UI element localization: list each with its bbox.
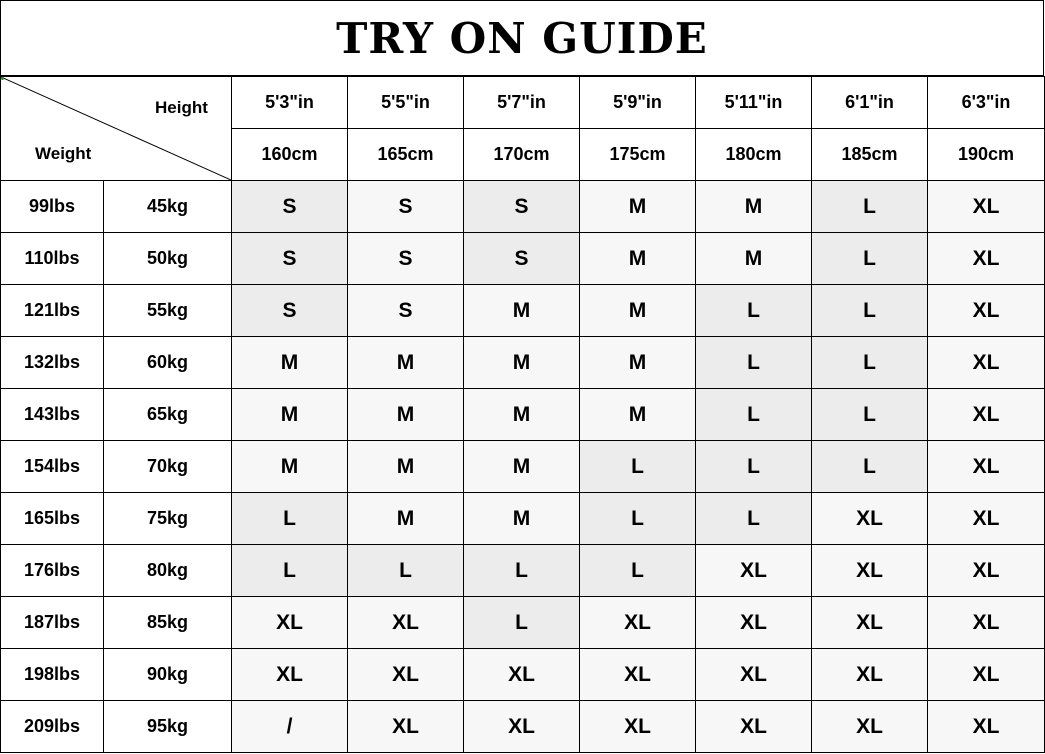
size-cell: L [812, 389, 928, 441]
size-cell: L [812, 441, 928, 493]
size-cell: M [464, 285, 580, 337]
size-cell: M [696, 233, 812, 285]
size-cell: S [464, 181, 580, 233]
weight-kg-cell: 70kg [104, 441, 232, 493]
weight-lbs-cell: 187lbs [1, 597, 104, 649]
size-cell: M [580, 233, 696, 285]
size-cell: L [812, 181, 928, 233]
size-cell: XL [928, 233, 1045, 285]
size-cell: XL [696, 597, 812, 649]
size-cell: M [232, 337, 348, 389]
table-row [1, 597, 1045, 649]
size-cell: L [696, 389, 812, 441]
table-row [1, 337, 1045, 389]
size-cell: XL [348, 597, 464, 649]
size-cell: XL [232, 649, 348, 701]
weight-kg-cell: 90kg [104, 649, 232, 701]
height-inches-header: 6'1"in [812, 77, 928, 129]
height-inches-header: 5'5"in [348, 77, 464, 129]
size-cell: M [348, 441, 464, 493]
size-cell: L [232, 493, 348, 545]
weight-kg-cell: 50kg [104, 233, 232, 285]
size-cell: XL [812, 649, 928, 701]
weight-lbs-cell: 165lbs [1, 493, 104, 545]
size-cell: L [812, 337, 928, 389]
size-cell: XL [928, 597, 1045, 649]
table-row [1, 181, 1045, 233]
header-row-inches [1, 77, 1045, 129]
table-row [1, 441, 1045, 493]
size-cell: S [232, 285, 348, 337]
size-cell: XL [696, 701, 812, 753]
size-cell: L [696, 285, 812, 337]
height-axis-label: Height [155, 98, 208, 117]
size-cell: XL [928, 337, 1045, 389]
size-cell: M [348, 337, 464, 389]
weight-kg-cell: 60kg [104, 337, 232, 389]
size-cell: M [232, 441, 348, 493]
size-cell: XL [464, 649, 580, 701]
size-cell: XL [812, 597, 928, 649]
height-cm-header: 160cm [232, 129, 348, 181]
size-cell: L [580, 493, 696, 545]
size-cell: M [696, 181, 812, 233]
size-cell: S [348, 285, 464, 337]
table-row [1, 285, 1045, 337]
size-cell: M [464, 441, 580, 493]
size-cell: XL [580, 597, 696, 649]
size-cell: M [464, 337, 580, 389]
size-cell: M [464, 493, 580, 545]
weight-lbs-cell: 198lbs [1, 649, 104, 701]
page-title: TRY ON GUIDE [336, 14, 708, 63]
size-cell: M [580, 389, 696, 441]
table-row [1, 649, 1045, 701]
size-cell: XL [580, 701, 696, 753]
corner-header [1, 77, 232, 181]
size-cell: M [348, 493, 464, 545]
size-cell: M [580, 285, 696, 337]
size-cell: XL [232, 597, 348, 649]
size-cell: XL [928, 389, 1045, 441]
size-cell: XL [348, 701, 464, 753]
size-cell: L [348, 545, 464, 597]
height-inches-header: 5'11"in [696, 77, 812, 129]
size-cell: S [348, 181, 464, 233]
weight-kg-cell: 45kg [104, 181, 232, 233]
size-cell: M [580, 337, 696, 389]
size-cell: S [232, 181, 348, 233]
height-cm-header: 185cm [812, 129, 928, 181]
size-cell: XL [812, 701, 928, 753]
height-inches-header: 5'3"in [232, 77, 348, 129]
size-cell: XL [928, 701, 1045, 753]
height-inches-header: 6'3"in [928, 77, 1045, 129]
size-cell: L [696, 441, 812, 493]
size-cell: L [696, 337, 812, 389]
weight-kg-cell: 85kg [104, 597, 232, 649]
size-guide-table [0, 76, 1045, 753]
table-row [1, 233, 1045, 285]
size-cell: XL [928, 649, 1045, 701]
weight-kg-cell: 65kg [104, 389, 232, 441]
weight-lbs-cell: 110lbs [1, 233, 104, 285]
height-cm-header: 170cm [464, 129, 580, 181]
size-cell: L [464, 597, 580, 649]
size-guide-body [1, 77, 1045, 753]
size-cell: L [580, 545, 696, 597]
weight-kg-cell: 95kg [104, 701, 232, 753]
weight-lbs-cell: 132lbs [1, 337, 104, 389]
size-cell: S [232, 233, 348, 285]
size-cell: XL [464, 701, 580, 753]
weight-axis-label: Weight [35, 144, 92, 163]
size-cell: XL [348, 649, 464, 701]
size-cell: L [232, 545, 348, 597]
weight-lbs-cell: 143lbs [1, 389, 104, 441]
size-cell: L [812, 285, 928, 337]
height-cm-header: 190cm [928, 129, 1045, 181]
title-bar [0, 0, 1044, 76]
size-cell: L [580, 441, 696, 493]
size-cell: / [232, 701, 348, 753]
size-cell: L [696, 493, 812, 545]
height-cm-header: 180cm [696, 129, 812, 181]
size-cell: M [348, 389, 464, 441]
weight-lbs-cell: 176lbs [1, 545, 104, 597]
weight-kg-cell: 75kg [104, 493, 232, 545]
weight-lbs-cell: 121lbs [1, 285, 104, 337]
size-cell: M [232, 389, 348, 441]
size-cell: XL [928, 441, 1045, 493]
table-row [1, 701, 1045, 753]
height-cm-header: 175cm [580, 129, 696, 181]
size-cell: XL [928, 545, 1045, 597]
size-cell: XL [812, 545, 928, 597]
size-cell: XL [812, 493, 928, 545]
table-row [1, 389, 1045, 441]
size-cell: L [812, 233, 928, 285]
height-inches-header: 5'9"in [580, 77, 696, 129]
size-cell: XL [928, 285, 1045, 337]
corner-diagonal-line [1, 77, 231, 180]
size-cell: XL [580, 649, 696, 701]
weight-lbs-cell: 99lbs [1, 181, 104, 233]
size-cell: M [464, 389, 580, 441]
weight-kg-cell: 55kg [104, 285, 232, 337]
size-cell: XL [696, 649, 812, 701]
size-cell: M [580, 181, 696, 233]
table-row [1, 493, 1045, 545]
weight-kg-cell: 80kg [104, 545, 232, 597]
size-cell: S [348, 233, 464, 285]
size-cell: L [464, 545, 580, 597]
weight-lbs-cell: 154lbs [1, 441, 104, 493]
height-inches-header: 5'7"in [464, 77, 580, 129]
size-cell: XL [928, 493, 1045, 545]
table-row [1, 545, 1045, 597]
size-cell: XL [928, 181, 1045, 233]
size-cell: S [464, 233, 580, 285]
height-cm-header: 165cm [348, 129, 464, 181]
weight-lbs-cell: 209lbs [1, 701, 104, 753]
size-cell: XL [696, 545, 812, 597]
